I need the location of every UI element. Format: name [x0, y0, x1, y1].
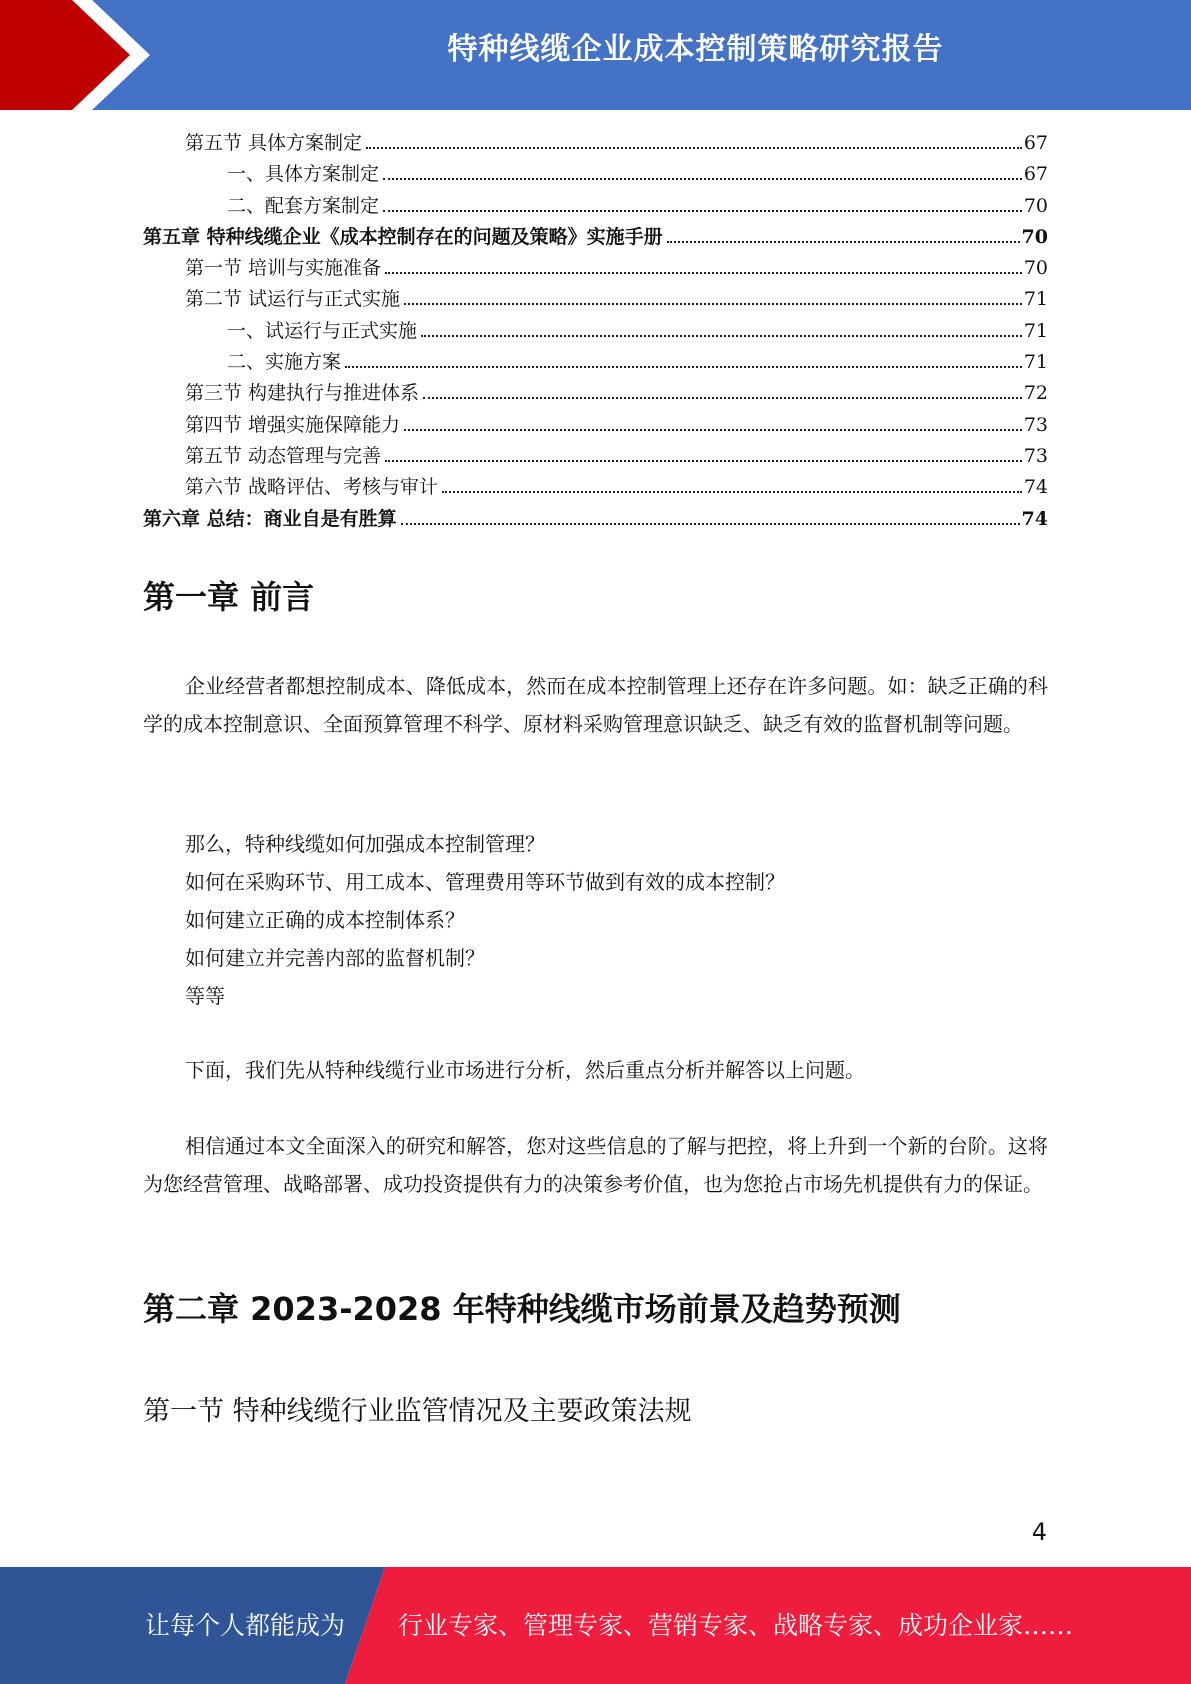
toc-page-number: 73	[1023, 413, 1048, 436]
toc-entry-label: 第三节 构建执行与推进体系	[185, 382, 420, 405]
toc-dot-leader	[404, 429, 1022, 431]
toc-entry[interactable]	[143, 159, 1048, 190]
toc-dot-leader	[667, 241, 1020, 243]
toc-entry[interactable]	[143, 410, 1048, 441]
footer-slogan-left: 让每个人都能成为	[145, 1611, 346, 1640]
toc-entry[interactable]	[143, 378, 1048, 409]
toc-entry[interactable]	[143, 253, 1048, 284]
toc-dot-leader	[442, 491, 1022, 493]
toc-dot-leader	[401, 523, 1020, 525]
toc-entry-label: 第六节 战略评估、考核与审计	[185, 476, 439, 499]
toc-entry[interactable]	[143, 347, 1048, 378]
toc-entry-label: 第五章 特种线缆企业《成本控制存在的问题及策略》实施手册	[143, 225, 663, 248]
question-line: 如何在采购环节、用工成本、管理费用等环节做到有效的成本控制？	[185, 870, 785, 894]
toc-page-number: 74	[1023, 476, 1048, 499]
chapter1-heading: 第一章 前言	[143, 578, 315, 616]
toc-entry-label: 第六章 总结：商业自是有胜算	[143, 507, 397, 530]
toc-chapter-entry[interactable]	[143, 222, 1048, 253]
toc-page-number: 67	[1023, 163, 1048, 186]
toc-page-number: 71	[1023, 288, 1048, 311]
toc-entry-label: 第五节 具体方案制定	[185, 132, 363, 154]
toc-page-number: 70	[1023, 257, 1048, 280]
toc-page-number: 73	[1023, 444, 1048, 467]
chapter1-paragraph-1: 企业经营者都想控制成本、降低成本，然而在成本控制管理上还存在许多问题。如：缺乏正确的科学的成本控制意识、全面预算管理不科学、原材料采购管理意识缺乏、缺乏有效的监督机制等问题。	[143, 674, 1048, 736]
question-line: 等等	[185, 984, 225, 1008]
toc-dot-leader	[385, 272, 1022, 274]
chapter1-paragraph-2: 下面，我们先从特种线缆行业市场进行分析，然后重点分析并解答以上问题。	[185, 1058, 865, 1082]
toc-entry-label: 一、具体方案制定	[227, 163, 380, 186]
chapter1-paragraph-3: 相信通过本文全面深入的研究和解答，您对这些信息的了解与把控，将上升到一个新的台阶。这将为您经营管理、战略部署、成功投资提供有力的决策参考价值，也为您抢占市场先机提供有力的保证。	[143, 1134, 1048, 1196]
toc-page-number: 71	[1023, 319, 1048, 342]
table-of-contents	[143, 128, 1048, 535]
toc-entry[interactable]	[143, 441, 1048, 472]
toc-page-number: 70	[1023, 194, 1048, 217]
toc-dot-leader	[345, 366, 1022, 368]
page-header	[0, 0, 1191, 110]
chapter2-section1-heading: 第一节 特种线缆行业监管情况及主要政策法规	[143, 1396, 692, 1427]
toc-page-number: 74	[1021, 507, 1048, 530]
report-title: 特种线缆企业成本控制策略研究报告	[447, 32, 944, 67]
toc-entry-label: 二、实施方案	[227, 351, 342, 374]
footer-slogan-right: 行业专家、管理专家、营销专家、战略专家、成功企业家……	[398, 1611, 1074, 1640]
toc-entry[interactable]	[143, 316, 1048, 347]
toc-entry[interactable]	[143, 191, 1048, 222]
toc-entry[interactable]	[143, 284, 1048, 315]
toc-page-number: 70	[1021, 225, 1048, 248]
toc-chapter-entry[interactable]	[143, 504, 1048, 535]
toc-dot-leader	[383, 210, 1022, 212]
toc-dot-leader	[385, 460, 1022, 462]
toc-page-number: 71	[1023, 351, 1048, 374]
toc-dot-leader	[423, 397, 1022, 399]
toc-page-number: 72	[1023, 382, 1048, 405]
toc-dot-leader	[383, 178, 1022, 180]
question-line: 如何建立并完善内部的监督机制？	[185, 946, 485, 970]
toc-dot-leader	[366, 147, 1022, 149]
toc-entry[interactable]	[143, 128, 1048, 159]
toc-entry[interactable]	[143, 472, 1048, 503]
toc-page-number: 67	[1023, 132, 1048, 154]
toc-entry-label: 第五节 动态管理与完善	[185, 444, 382, 467]
page-number: 4	[1031, 1518, 1047, 1546]
toc-dot-leader	[421, 335, 1022, 337]
chapter2-heading: 第二章 2023-2028 年特种线缆市场前景及趋势预测	[143, 1290, 901, 1328]
toc-entry-label: 第四节 增强实施保障能力	[185, 413, 401, 436]
toc-entry-label: 二、配套方案制定	[227, 194, 380, 217]
page-footer	[0, 1567, 1191, 1684]
toc-entry-label: 第一节 培训与实施准备	[185, 257, 382, 280]
question-line: 如何建立正确的成本控制体系？	[185, 908, 465, 932]
toc-entry-label: 第二节 试运行与正式实施	[185, 288, 401, 311]
toc-dot-leader	[404, 303, 1022, 305]
toc-entry-label: 一、试运行与正式实施	[227, 319, 418, 342]
header-arrow-decoration	[0, 0, 150, 110]
question-line: 那么，特种线缆如何加强成本控制管理？	[185, 832, 545, 856]
